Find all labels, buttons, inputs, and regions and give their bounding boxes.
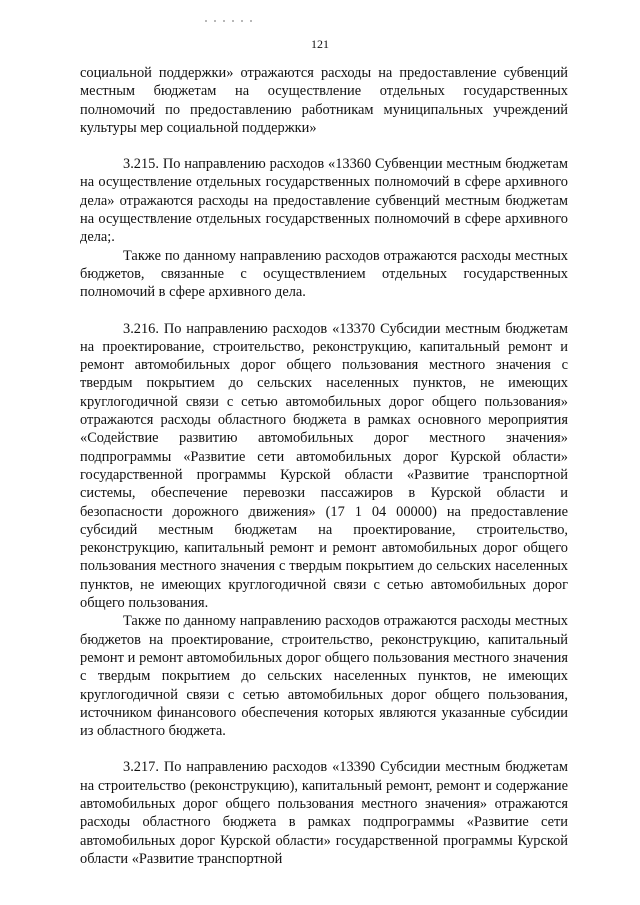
document-body [80, 64, 568, 868]
paragraph-3-217: 3.217. По направлению расходов «13390 Субсидии местным бюджетам на строительство (реконструкцию), капитальный ремонт, ремонт и содержание автомобильных дорог общего пользования местного значения» отражаются расходы областного бюджета в рамках подпрограммы «Развитие сети автомобильных дорог Курской области» государственной программы Курской области «Развитие транспортной [80, 759, 568, 867]
paragraph-3-216-also: Также по данному направлению расходов отражаются расходы местных бюджетов на проектирование, строительство, реконструкцию, капитальный ремонт и ремонт автомобильных дорог общего пользования местного значения с твердым покрытием до сельских населенных пунктов, не имеющих круглогодичной связи с сетью автомобильных дорог общего пользования, источником финансового обеспечения которых являются указанные субсидии из областного бюджета. [80, 613, 568, 740]
paragraph-3-215: 3.215. По направлению расходов «13360 Субвенции местным бюджетам на осуществление отдельных государственных полномочий в сфере архивного дела» отражаются расходы на предоставление субвенций местным бюджетам на осуществление отдельных государственных полномочий в сфере архивного дела;. [80, 156, 568, 246]
paragraph-continuation: социальной поддержки» отражаются расходы на предоставление субвенций местным бюджетам на осуществление отдельных государственных полномочий по предоставлению работникам муниципальных учреждений культуры мер социальной поддержки» [80, 65, 568, 136]
paragraph-3-215-also: Также по данному направлению расходов отражаются расходы местных бюджетов, связанные с осуществлением отдельных государственных полномочий в сфере архивного дела. [80, 247, 568, 301]
scan-artifact [205, 20, 255, 22]
page-number: 121 [311, 37, 329, 51]
paragraph-3-216: 3.216. По направлению расходов «13370 Субсидии местным бюджетам на проектирование, строительство, реконструкцию, капитальный ремонт и ремонт автомобильных дорог общего пользования местного значения с твердым покрытием до сельских населенных пунктов, не имеющих круглогодичной связи с сетью автомобильных дорог общего пользования» отражаются расходы областного бюджета в рамках основного мероприятия «Содействие развитию автомобильных дорог местного значения» подпрограммы «Развитие сети автомобильных дорог Курской области» государственной программы Курской области «Развитие транспортной системы, обеспечение перевозки пассажиров в Курской области и безопасности дорожного движения» (17 1 04 00000) на предоставление субсидий местным бюджетам на проектирование, строительство, реконструкцию, капитальный ремонт и ремонт автомобильных дорог общего пользования местного значения с твердым покрытием до сельских населенных пунктов, не имеющих круглогодичной связи с сетью автомобильных дорог общего пользования. [80, 320, 568, 612]
